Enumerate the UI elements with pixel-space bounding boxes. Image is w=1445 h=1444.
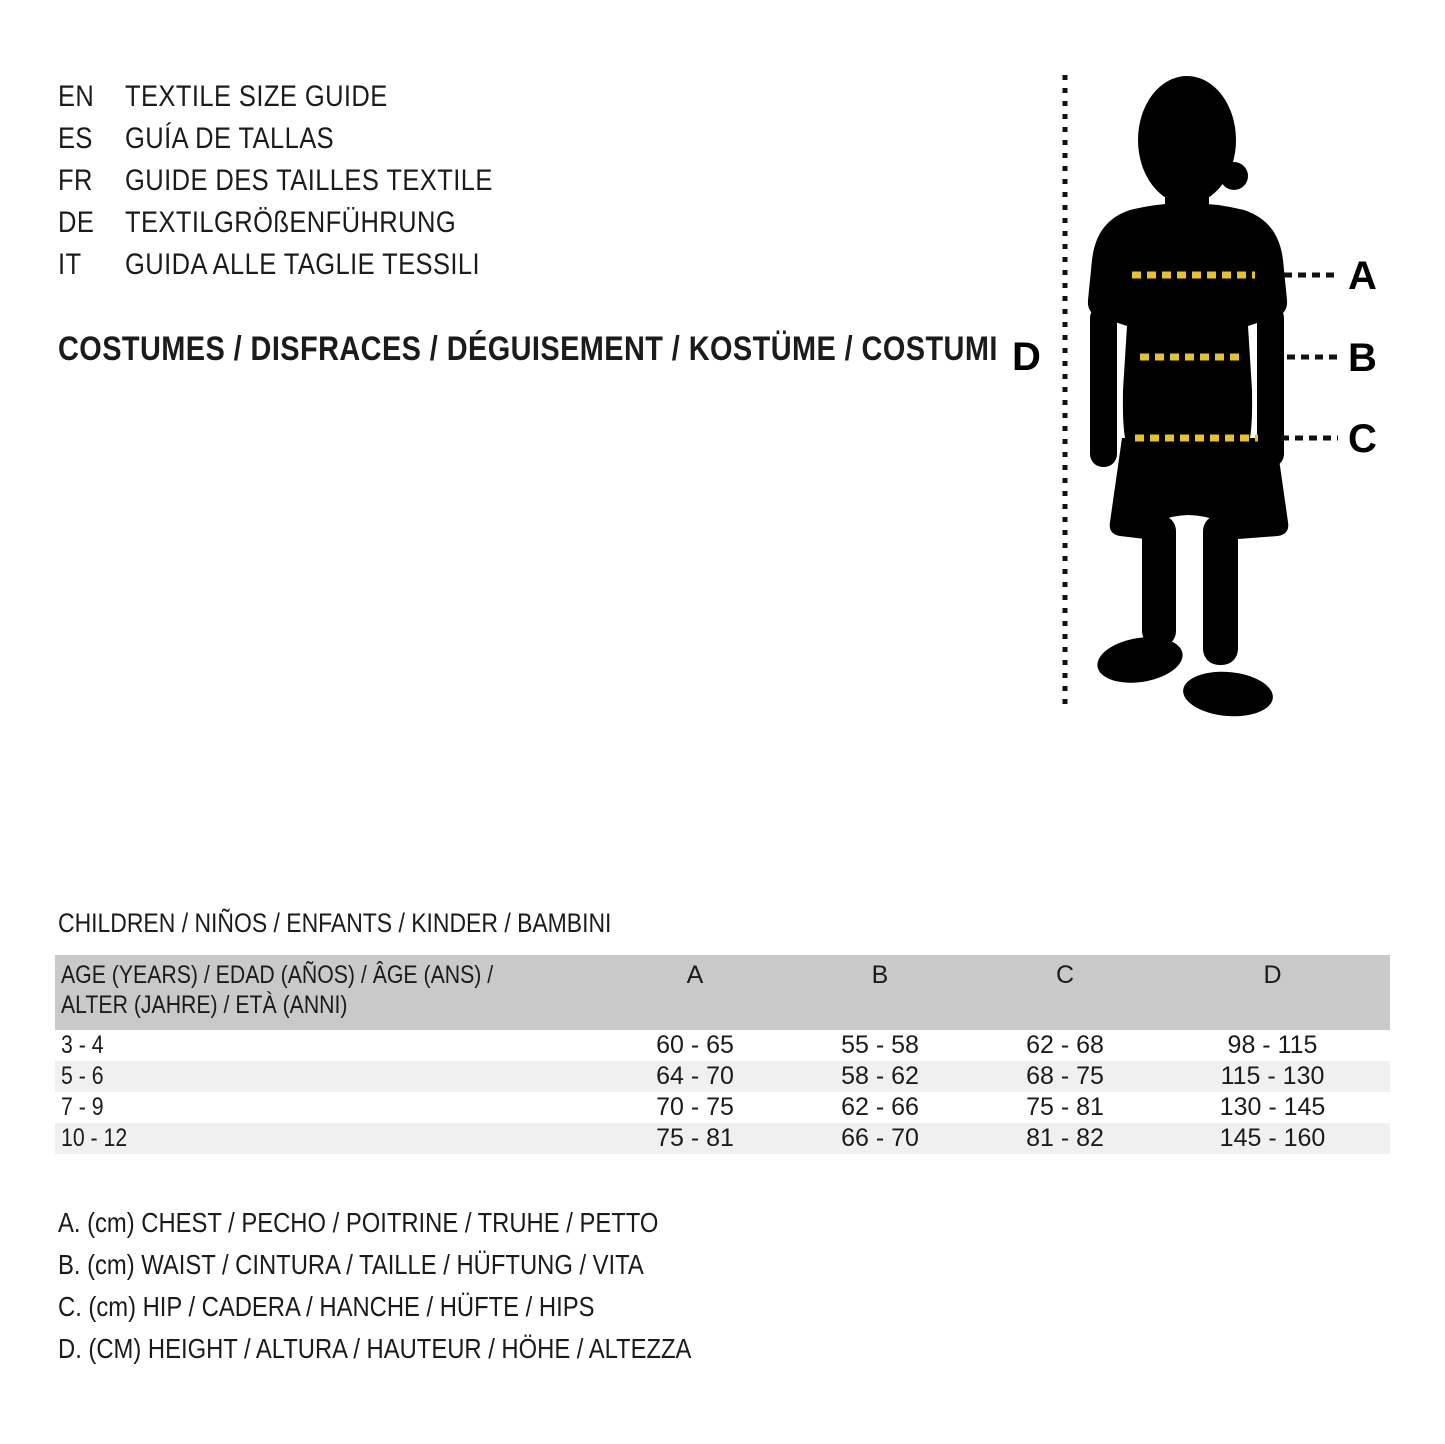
language-title: TEXTILE SIZE GUIDE [125, 80, 388, 113]
language-title: GUIDE DES TAILLES TEXTILE [125, 164, 493, 197]
label-B: B [1348, 336, 1377, 380]
age-value: 7 - 9 [61, 1093, 104, 1121]
language-row [58, 118, 558, 160]
age-header-line2: ALTER (JAHRE) / ETÀ (ANNI) [61, 991, 348, 1019]
section-title-text: CHILDREN / NIÑOS / ENFANTS / KINDER / BAMBINI [58, 908, 612, 938]
column-header-d: D [1155, 955, 1390, 1030]
language-title: GUÍA DE TALLAS [125, 122, 335, 155]
legend-text: A. (cm) CHEST / PECHO / POITRINE / TRUHE / PETTO [58, 1207, 659, 1238]
height-cell: 115 - 130 [1155, 1061, 1390, 1092]
age-cell [55, 1123, 605, 1154]
waist-cell: 58 - 62 [785, 1061, 975, 1092]
height-cell: 130 - 145 [1219, 1093, 1326, 1121]
height-cell: 98 - 115 [1227, 1031, 1318, 1059]
age-header-cell [55, 955, 605, 1030]
legend-text: C. (cm) HIP / CADERA / HANCHE / HÜFTE / HIPS [58, 1291, 595, 1322]
age-header-line1: AGE (YEARS) / EDAD (AÑOS) / ÂGE (ANS) / [61, 961, 494, 989]
language-code: DE [58, 206, 95, 239]
legend-text: B. (cm) WAIST / CINTURA / TAILLE / HÜFTUNG / VITA [58, 1249, 644, 1280]
size-table [55, 955, 1390, 1154]
table-row [55, 1061, 1390, 1092]
hip-cell: 68 - 75 [975, 1061, 1155, 1092]
language-code: EN [58, 80, 95, 113]
table-row [55, 1030, 1390, 1061]
legend-text: D. (CM) HEIGHT / ALTURA / HAUTEUR / HÖHE / ALTEZZA [58, 1333, 692, 1364]
waist-cell: 55 - 58 [841, 1031, 919, 1059]
legend-line-hip [58, 1286, 803, 1328]
language-title: GUIDA ALLE TAGLIE TESSILI [125, 248, 481, 281]
child-silhouette [1088, 76, 1288, 720]
language-code: IT [58, 248, 82, 281]
age-value: 3 - 4 [61, 1031, 104, 1059]
height-cell: 145 - 160 [1155, 1123, 1390, 1154]
chest-cell: 64 - 70 [605, 1061, 785, 1092]
chest-cell: 70 - 75 [656, 1093, 734, 1121]
chest-cell: 75 - 81 [605, 1123, 785, 1154]
legend-line-waist [58, 1244, 803, 1286]
child-silhouette-figure [990, 60, 1400, 730]
label-D: D [1012, 335, 1041, 379]
size-table-header-row [55, 955, 1390, 1030]
category-heading-text: COSTUMES / DISFRACES / DÉGUISEMENT / KOSTÜME / COSTUMI [58, 330, 998, 368]
age-cell [55, 1092, 605, 1123]
waist-cell: 62 - 66 [841, 1093, 919, 1121]
waist-cell: 66 - 70 [785, 1123, 975, 1154]
section-title [58, 908, 709, 939]
hip-cell: 62 - 68 [1026, 1031, 1104, 1059]
measurement-legend [58, 1202, 803, 1370]
age-cell [55, 1061, 605, 1092]
age-cell [55, 1030, 605, 1061]
table-row [55, 1092, 1390, 1123]
hip-cell: 81 - 82 [975, 1123, 1155, 1154]
label-A: A [1348, 254, 1377, 298]
language-row [58, 244, 558, 286]
age-value: 5 - 6 [61, 1062, 104, 1090]
language-row [58, 160, 558, 202]
language-code: FR [58, 164, 93, 197]
column-header-a: A [605, 955, 785, 1030]
age-value: 10 - 12 [61, 1124, 128, 1152]
legend-line-chest [58, 1202, 803, 1244]
hip-cell: 75 - 81 [1026, 1093, 1104, 1121]
column-header-b: B [785, 955, 975, 1030]
column-header-c: C [975, 955, 1155, 1030]
table-row [55, 1123, 1390, 1154]
language-row [58, 202, 558, 244]
language-title: TEXTILGRÖßENFÜHRUNG [125, 206, 457, 239]
label-C: C [1348, 417, 1377, 461]
language-code: ES [58, 122, 93, 155]
language-row [58, 76, 558, 118]
legend-line-height [58, 1328, 803, 1370]
chest-cell: 60 - 65 [656, 1031, 734, 1059]
language-list [58, 76, 558, 286]
